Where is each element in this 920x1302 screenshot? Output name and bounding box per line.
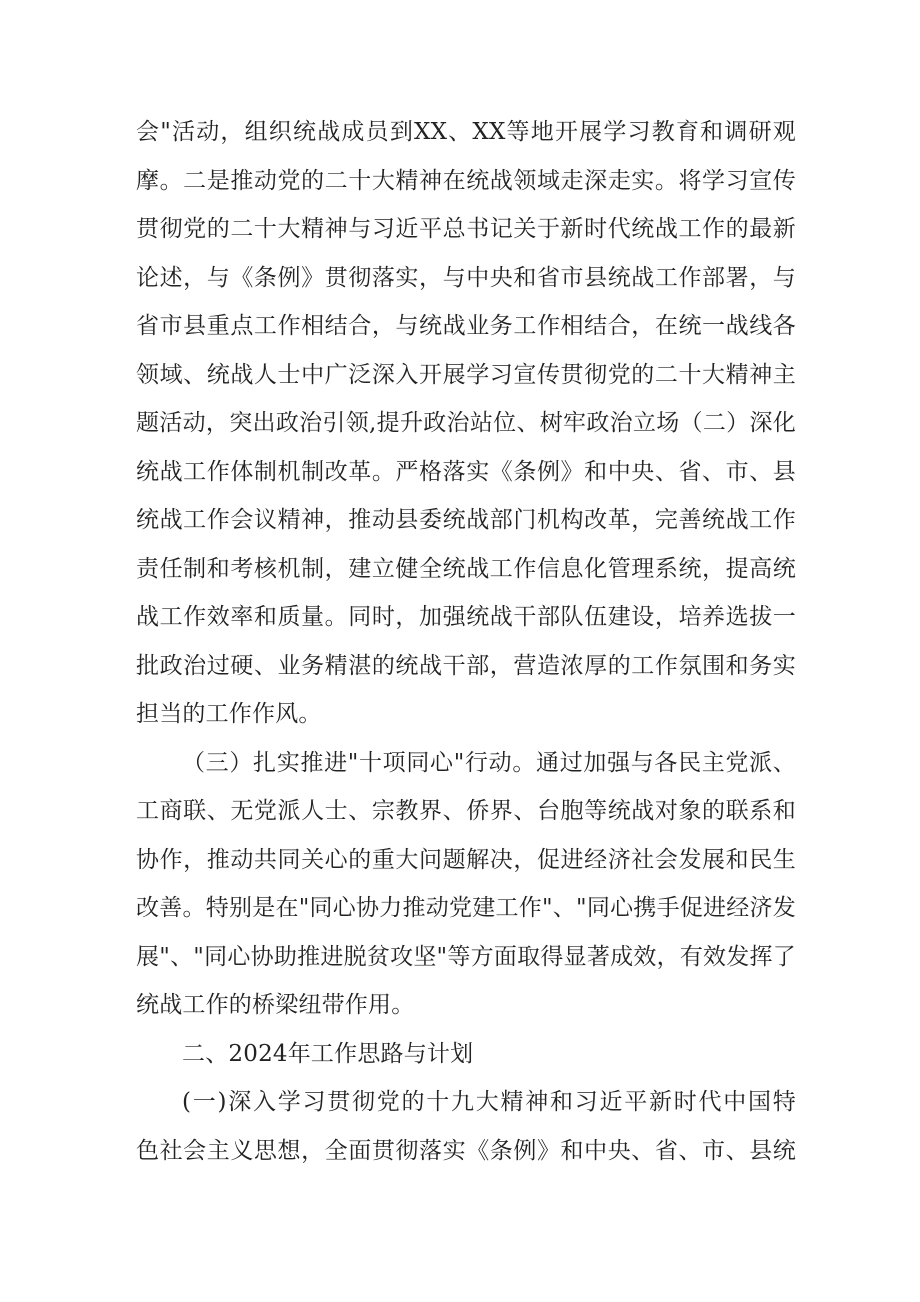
text-line: 省市县重点工作相结合，与统战业务工作相结合，在统一战线各	[136, 313, 796, 339]
text-line: 贯彻党的二十大精神与习近平总书记关于新时代统战工作的最新	[136, 216, 796, 242]
text-line: 统战工作的桥梁纽带作用。	[136, 992, 415, 1018]
paragraph-first-line: (一)深入学习贯彻党的十九大精神和习近平新时代中国特	[182, 1089, 796, 1115]
section-heading: 二、2024年工作思路与计划	[182, 1040, 474, 1067]
text-line: 摩。二是推动党的二十大精神在统战领域走深走实。将学习宣传	[136, 167, 796, 194]
text-line: 领域、统战人士中广泛深入开展学习宣传贯彻党的二十大精神主	[136, 361, 796, 388]
text-line: 题活动，突出政治引领,提升政治站位、树牢政治立场（二）深化	[136, 410, 796, 436]
text-line: 会"活动，组织统战成员到XX、XX等地开展学习教育和调研观	[136, 119, 796, 145]
text-line: 论述，与《条例》贯彻落实，与中央和省市县统战工作部署，与	[136, 264, 796, 291]
text-line: 统战工作体制机制改革。严格落实《条例》和中央、省、市、县	[136, 458, 796, 485]
text-line: 批政治过硬、业务精湛的统战干部，营造浓厚的工作氛围和务实	[136, 652, 796, 679]
text-line: 责任制和考核机制，建立健全统战工作信息化管理系统，提高统	[136, 555, 796, 582]
text-line: 统战工作会议精神，推动县委统战部门机构改革，完善统战工作	[136, 507, 796, 533]
text-line: 色社会主义思想，全面贯彻落实《条例》和中央、省、市、县统	[136, 1137, 796, 1164]
paragraph-first-line: （三）扎实推进"十项同心"行动。通过加强与各民主党派、	[182, 749, 796, 776]
text-line: 工商联、无党派人士、宗教界、侨界、台胞等统战对象的联系和	[136, 798, 796, 824]
text-line: 担当的工作作风。	[136, 701, 322, 727]
body-text	[136, 108, 796, 1175]
text-line: 战工作效率和质量。同时，加强统战干部队伍建设，培养选拔一	[136, 604, 796, 630]
text-line: 协作，推动共同关心的重大问题解决，促进经济社会发展和民生	[136, 846, 796, 873]
text-line: 改善。特别是在"同心协力推动党建工作"、"同心携手促进经济发	[136, 895, 796, 921]
text-line: 展"、"同心协助推进脱贫攻坚"等方面取得显著成效，有效发挥了	[136, 943, 796, 970]
